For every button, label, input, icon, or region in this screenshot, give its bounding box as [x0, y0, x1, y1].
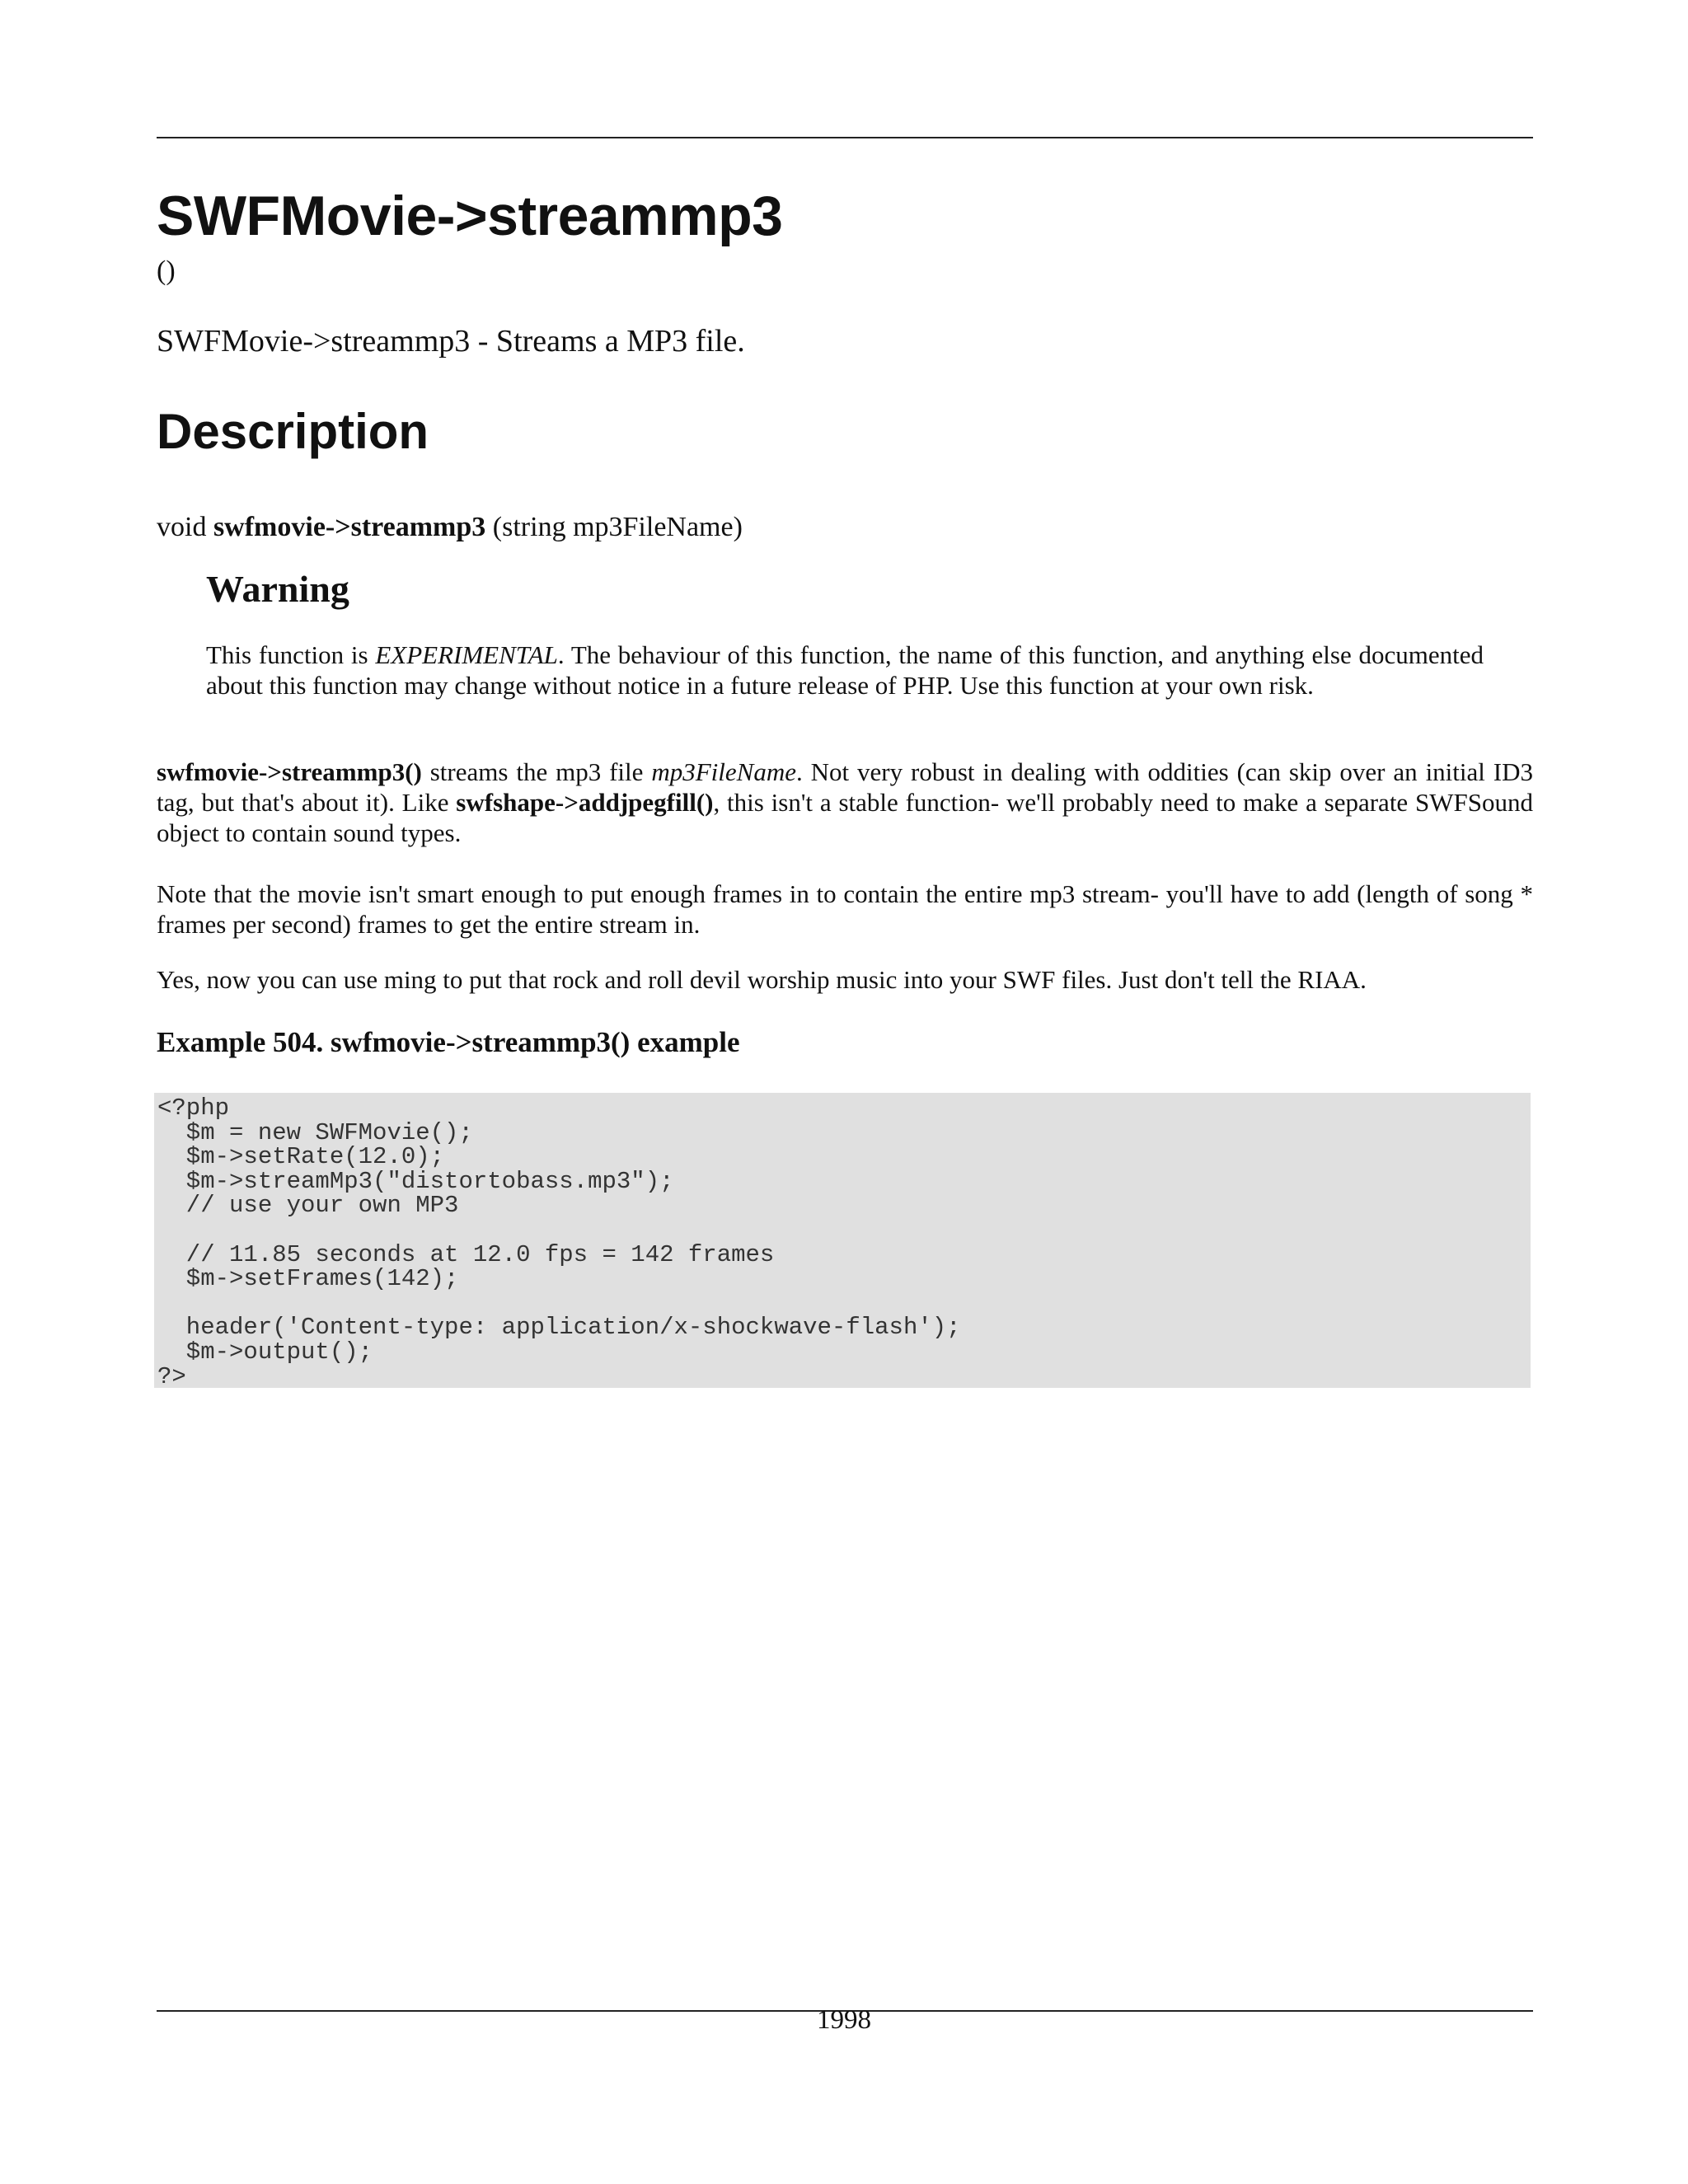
paragraph-ming-note: Yes, now you can use ming to put that rock and roll devil worship music into your SWF files. Just don't tell the RIAA.	[157, 965, 1367, 994]
example-title: Example 504. swfmovie->streammp3() example	[157, 1026, 740, 1058]
description-heading: Description	[157, 404, 429, 459]
warning-text	[206, 640, 1484, 701]
return-type: void	[157, 512, 213, 542]
para-text: , this isn't a stable function- we'll probably need to make a separate SWFSound object to contain sound types.	[157, 788, 1533, 847]
function-ref: swfshape->addjpegfill()	[456, 788, 714, 817]
function-synopsis	[157, 511, 743, 545]
code-listing: <?php $m = new SWFMovie(); $m->setRate(12.0); $m->streamMp3("distortobass.mp3"); // use your own MP3 // 11.85 seconds at 12.0 fps = 142 frames $m->setFrames(142); header('Content-type: application/x-shockwave-flash'); $m->output(); ?>	[157, 1094, 961, 1390]
code-block	[154, 1093, 1531, 1388]
function-ref: swfmovie->streammp3()	[157, 757, 422, 786]
parameter-ref: mp3FileName	[651, 757, 796, 786]
warning-heading: Warning	[206, 568, 349, 610]
function-params: (string mp3FileName)	[485, 512, 743, 542]
warning-emphasis: EXPERIMENTAL	[375, 640, 558, 669]
header-rule	[157, 137, 1533, 138]
paragraph-streammp3	[157, 757, 1533, 848]
warning-text-before: This function is	[206, 640, 376, 669]
para-text: streams the mp3 file	[421, 757, 652, 786]
page-title: SWFMovie->streammp3	[157, 185, 783, 247]
refpurpose: SWFMovie->streammp3 - Streams a MP3 file.	[157, 324, 745, 359]
para-text: . Not very robust in dealing with oddities (can skip over an initial ID3 tag, but that's about it). Like	[157, 757, 1533, 817]
page-number: 1998	[817, 2005, 871, 2035]
warning-text-after: . The behaviour of this function, the name of this function, and anything else documented about this function may change without notice in a future release of PHP. Use this function at your own risk.	[206, 640, 1484, 700]
function-name: swfmovie->streammp3	[213, 512, 486, 542]
paragraph-frames-note: Note that the movie isn't smart enough to put enough frames in to contain the entire mp3 stream- you'll have to add (length of song * frames per second) frames to get the entire stream in.	[157, 879, 1533, 939]
title-parens: ()	[157, 255, 176, 286]
